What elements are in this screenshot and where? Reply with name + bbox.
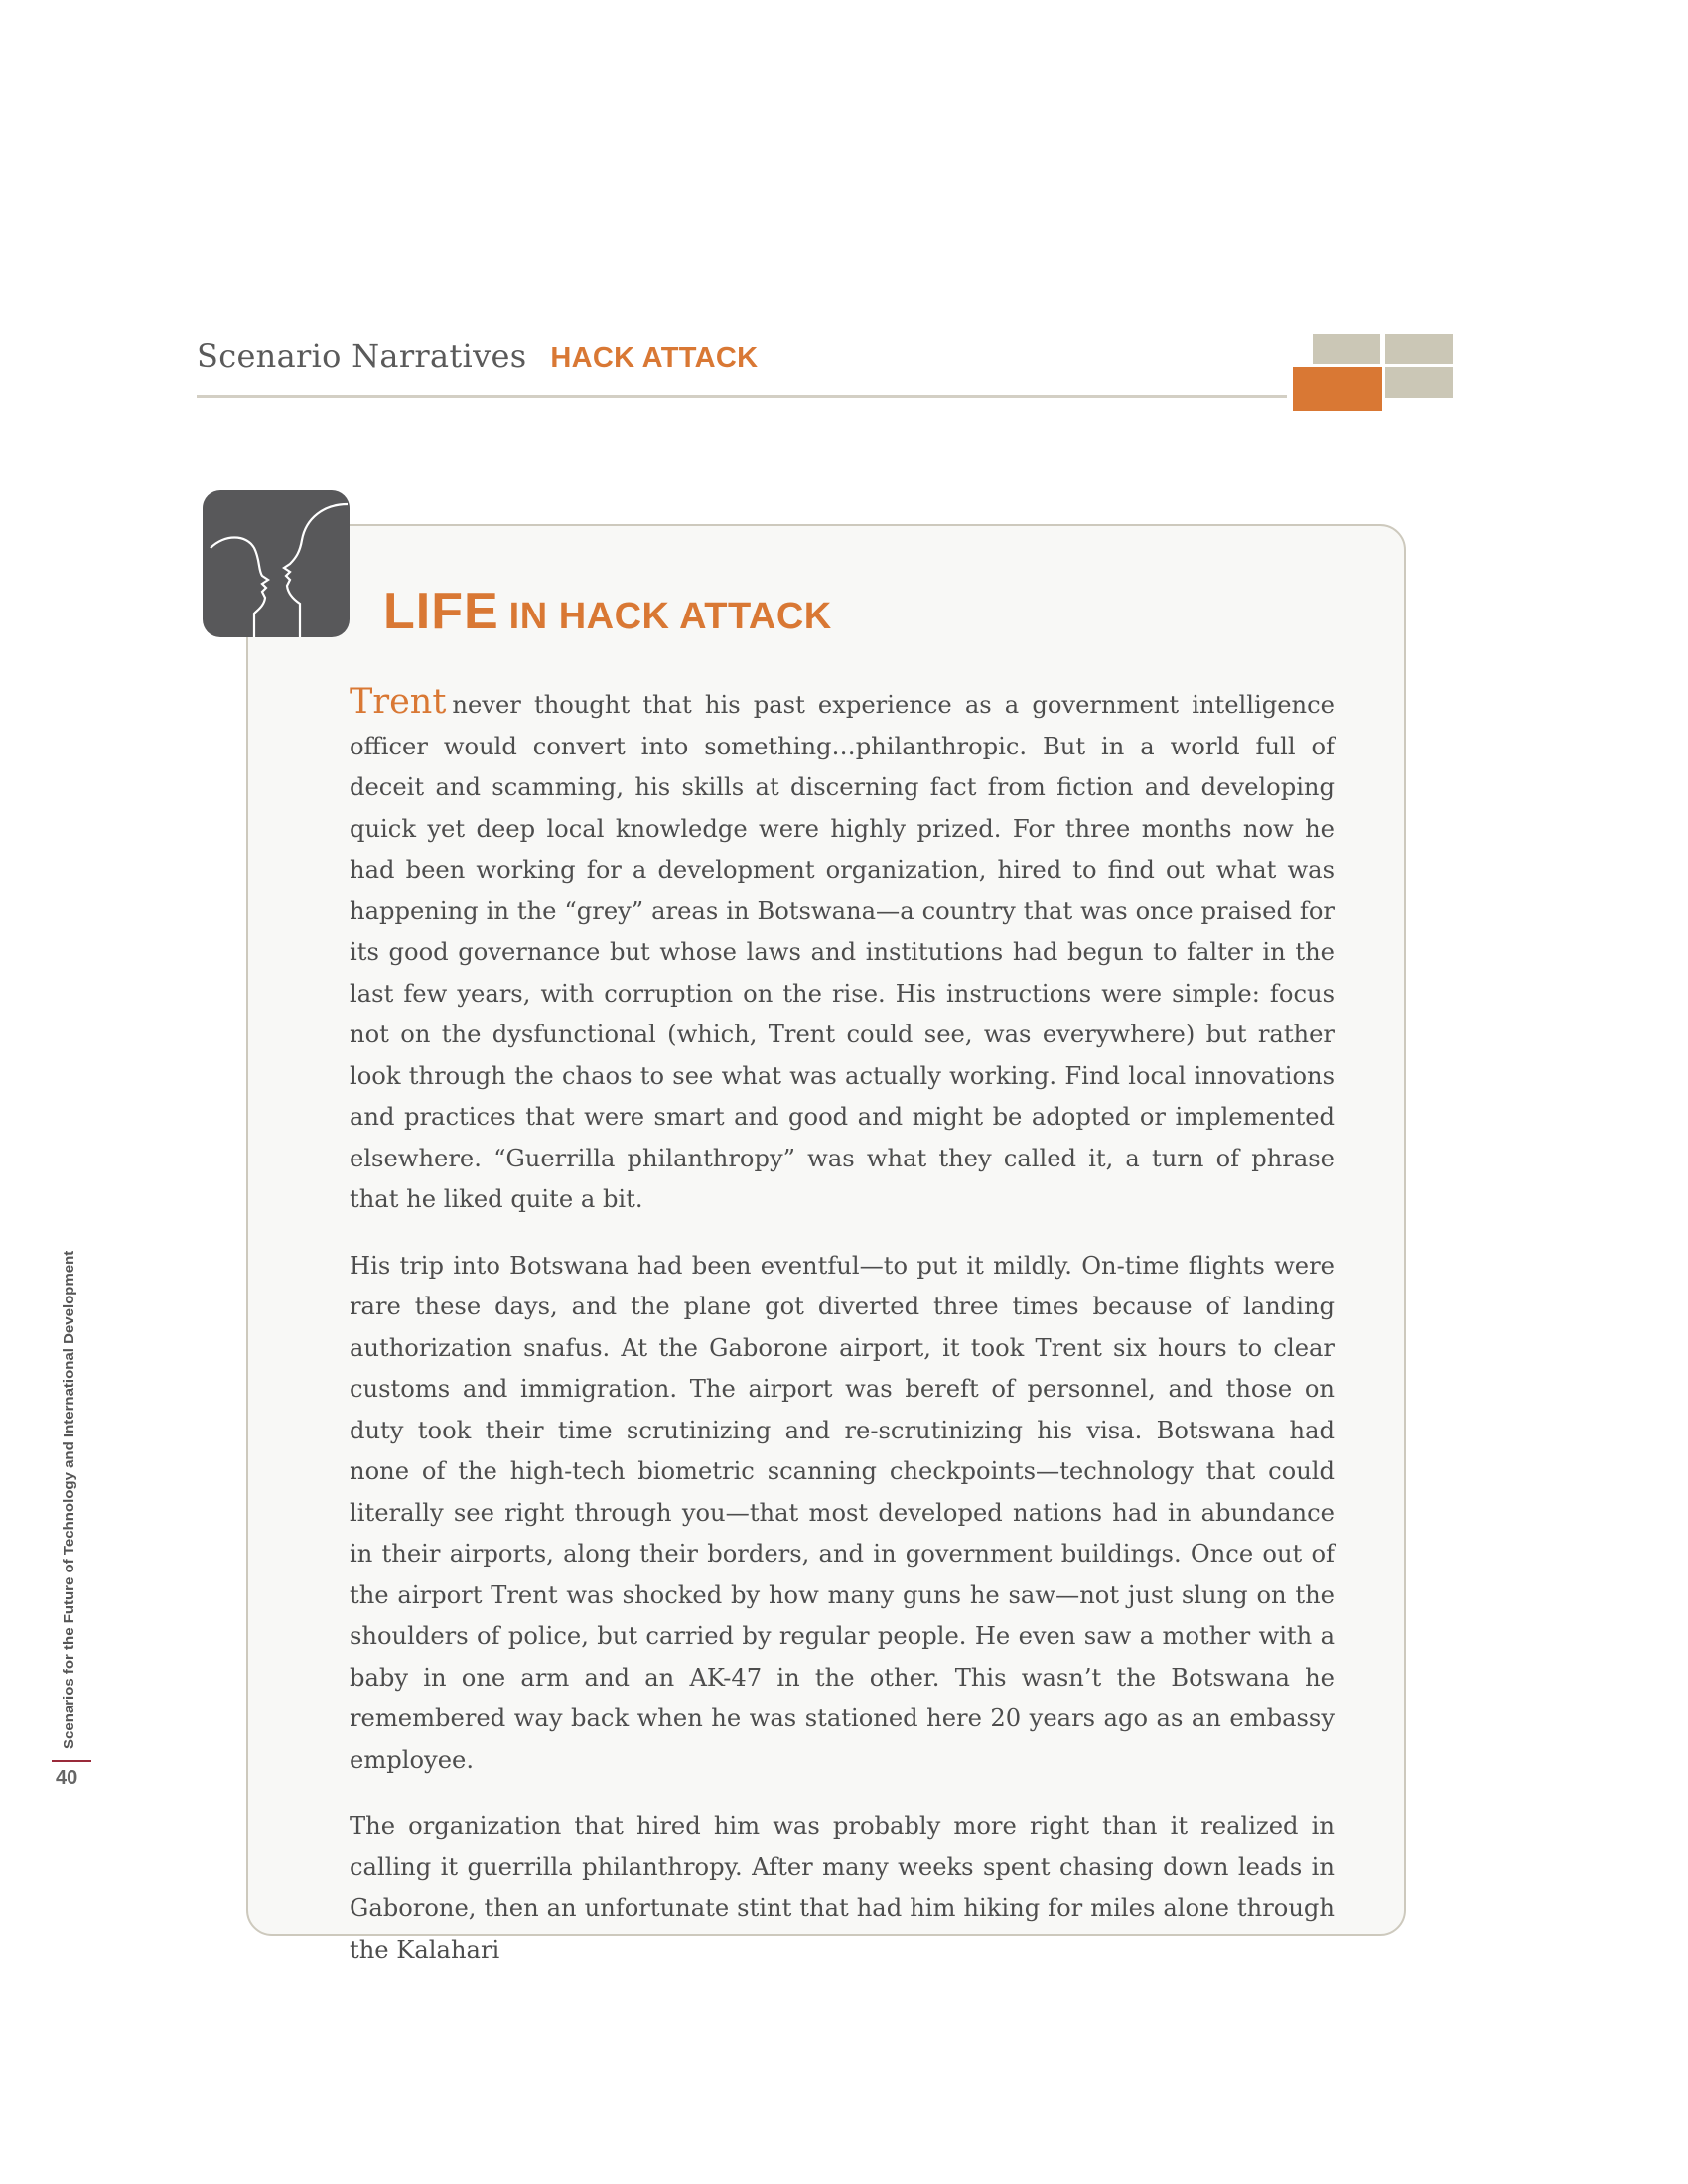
lead-word: Trent bbox=[350, 682, 447, 722]
page-number: 40 bbox=[56, 1767, 78, 1789]
header-subtitle: HACK ATTACK bbox=[550, 342, 759, 374]
decor-block bbox=[1313, 334, 1380, 364]
two-faces-icon bbox=[203, 490, 350, 637]
decor-block bbox=[1385, 367, 1453, 398]
paragraph: The organization that hired him was probably more right than it realized in calling it guerrilla philanthropy. After many weeks spent chasing down leads in Gaborone, then an unfortunate stint that had him hiking for miles alone through the Kalahari bbox=[350, 1812, 1335, 1964]
card-title-big: LIFE bbox=[383, 583, 499, 640]
decor-block bbox=[1385, 334, 1453, 364]
paragraph bbox=[350, 682, 1335, 1221]
page-header bbox=[197, 338, 758, 397]
header-rule bbox=[197, 395, 1287, 398]
card-title-small: IN HACK ATTACK bbox=[508, 596, 832, 637]
header-title: Scenario Narratives bbox=[197, 338, 527, 375]
paragraph: His trip into Botswana had been eventful—to put it mildly. On-time flights were rare these days, and the plane got diverted three times because of landing authorization snafus. At the Gaborone airport, it took Trent six hours to clear customs and immigration. The airport was bereft of personnel, and those on duty took their time scrutinizing and re-scrutinizing his visa. Botswana had none of the high-tech biometric scanning checkpoints—technology that could literally see right through you—that most developed nations had in abundance in their airports, along their borders, and in government buildings. Once out of the airport Trent was shocked by how many guns he saw—not just slung on the shoulders of police, but carried by regular people. He even saw a mother with a baby in one arm and an AK-47 in the other. This wasn’t the Botswana he remembered way back when he was stationed here 20 years ago as an embassy employee. bbox=[350, 1251, 1335, 1774]
page-number-rule bbox=[52, 1760, 91, 1762]
side-label: Scenarios for the Future of Technology and International Development bbox=[61, 1250, 77, 1749]
card-title bbox=[383, 582, 832, 641]
paragraph-text: never thought that his past experience as a government intelligence officer would convert into something…philanthropic. But in a world full of deceit and scamming, his skills at discerning fact from fiction and developing quick yet deep local knowledge were highly prized. For three months now he had been working for a development organization, hired to find out what was happening in the “grey” areas in Botswana—a country that was once praised for its good governance but whose laws and institutions had begun to falter in the last few years, with corruption on the rise. His instructions were simple: focus not on the dysfunctional (which, Trent could see, was everywhere) but rather look through the chaos to see what was actually working. Find local innovations and practices that were smart and good and might be adopted or implemented elsewhere. “Guerrilla philanthropy” was what they called it, a turn of phrase that he liked quite a bit. bbox=[350, 691, 1335, 1213]
decor-block-accent bbox=[1293, 367, 1382, 411]
story-body bbox=[350, 682, 1335, 1995]
